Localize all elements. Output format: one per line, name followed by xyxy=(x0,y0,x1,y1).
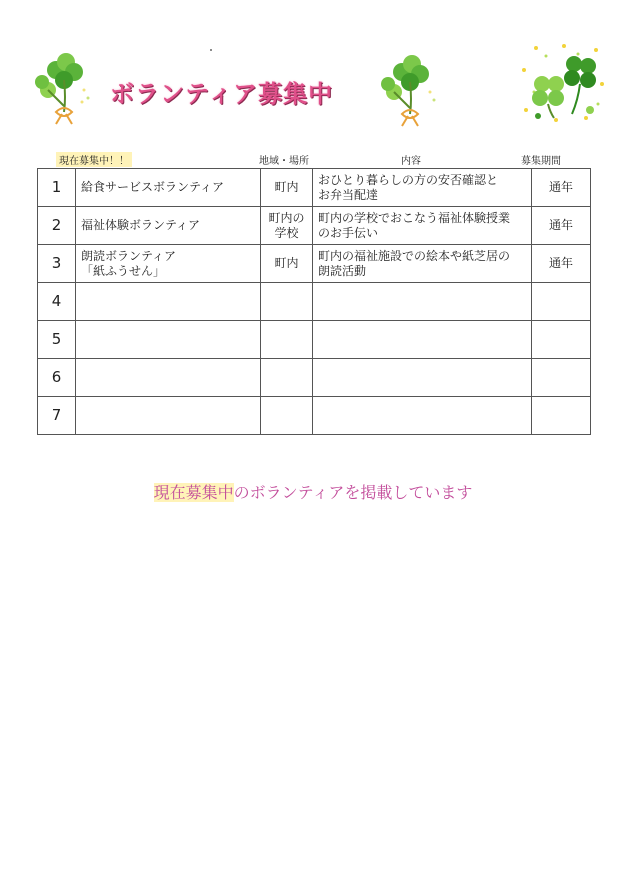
note-text: のボランティアを掲載しています xyxy=(233,483,473,502)
volunteer-name-cell xyxy=(76,169,261,207)
area-cell xyxy=(261,207,313,245)
volunteer-name-line: 朗読ボランティア xyxy=(81,248,177,263)
period-cell: 通年 xyxy=(532,245,591,283)
clover-icon xyxy=(380,52,442,128)
row-number: 4 xyxy=(38,283,76,321)
volunteer-name-cell xyxy=(76,359,261,397)
volunteer-name-cell xyxy=(76,283,261,321)
period-cell xyxy=(532,397,591,435)
footer-note xyxy=(0,480,626,503)
content-cell xyxy=(313,283,532,321)
area-cell xyxy=(261,359,313,397)
period-cell xyxy=(532,359,591,397)
content-line: お弁当配達 xyxy=(318,187,379,202)
table-row xyxy=(38,169,591,207)
volunteer-name-cell xyxy=(76,321,261,359)
content-line: 町内の学校でおこなう福祉体験授業 xyxy=(318,210,511,225)
row-number: 3 xyxy=(38,245,76,283)
area-line: 学校 xyxy=(274,225,299,240)
volunteer-name-line: 「紙ふうせん」 xyxy=(81,263,166,278)
table-row xyxy=(38,321,591,359)
row-number: 1 xyxy=(38,169,76,207)
row-number: 2 xyxy=(38,207,76,245)
content-cell xyxy=(313,397,532,435)
row-number: 7 xyxy=(38,397,76,435)
content-line: おひとり暮らしの方の安否確認と xyxy=(318,172,499,187)
content-cell xyxy=(313,321,532,359)
period-cell xyxy=(532,283,591,321)
volunteer-table xyxy=(37,168,591,435)
content-line: 朗読活動 xyxy=(318,263,367,278)
area-cell xyxy=(261,169,313,207)
period-header: 募集期間 xyxy=(521,156,561,167)
area-line: 町内の xyxy=(268,210,305,225)
page-title: ボランティア募集中 xyxy=(110,80,334,108)
area-line: 町内 xyxy=(274,180,299,194)
table-row xyxy=(38,207,591,245)
period-cell: 通年 xyxy=(532,169,591,207)
table-row xyxy=(38,397,591,435)
area-line: 町内 xyxy=(274,256,299,270)
content-header: 内容 xyxy=(401,156,421,167)
period-cell xyxy=(532,321,591,359)
table-row xyxy=(38,359,591,397)
content-line: 町内の福祉施設での絵本や紙芝居の xyxy=(318,248,511,263)
table-row xyxy=(38,245,591,283)
table-row xyxy=(38,283,591,321)
area-cell xyxy=(261,321,313,359)
row-number: 5 xyxy=(38,321,76,359)
content-cell xyxy=(313,359,532,397)
row-number: 6 xyxy=(38,359,76,397)
dot-mark xyxy=(210,49,212,51)
table-header xyxy=(37,152,589,168)
area-cell xyxy=(261,245,313,283)
note-highlight: 現在募集中 xyxy=(153,483,234,502)
recruiting-label: 現在募集中！！ xyxy=(56,152,132,167)
clover-icon xyxy=(34,50,96,126)
content-cell xyxy=(313,207,532,245)
volunteer-name-cell xyxy=(76,207,261,245)
volunteer-name-cell xyxy=(76,245,261,283)
area-cell xyxy=(261,283,313,321)
content-cell xyxy=(313,169,532,207)
content-line: のお手伝い xyxy=(318,225,379,240)
content-cell xyxy=(313,245,532,283)
period-cell: 通年 xyxy=(532,207,591,245)
four-leaf-clover-icon xyxy=(516,40,608,126)
area-header: 地域・場所 xyxy=(259,156,309,167)
volunteer-name-line: 給食サービスボランティア xyxy=(81,180,225,194)
area-cell xyxy=(261,397,313,435)
volunteer-name-line: 福祉体験ボランティア xyxy=(81,218,201,232)
volunteer-name-cell xyxy=(76,397,261,435)
